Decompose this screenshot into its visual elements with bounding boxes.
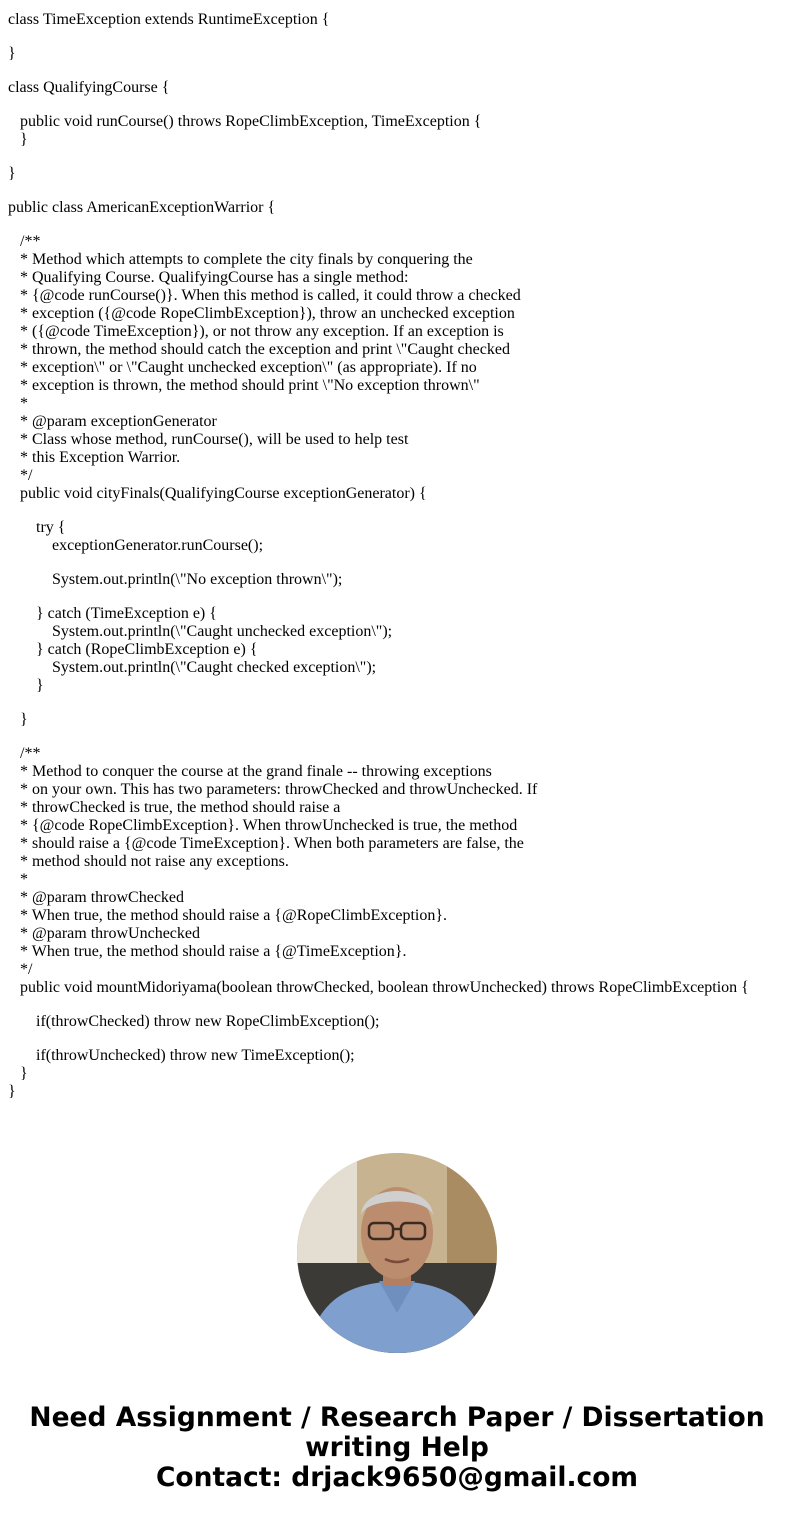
code-line: * on your own. This has two parameters: throwChecked and throwUnchecked. If — [20, 781, 538, 798]
code-line: } — [20, 1065, 28, 1082]
code-blank-line — [8, 149, 788, 165]
author-avatar — [297, 1153, 497, 1353]
code-blank-line — [8, 555, 788, 571]
code-blank-line — [8, 695, 788, 711]
code-line: * throwChecked is true, the method should raise a — [20, 799, 341, 816]
code-line: * Qualifying Course. QualifyingCourse has a single method: — [20, 269, 409, 286]
code-line: * ({@code TimeException}), or not throw any exception. If an exception is — [20, 323, 504, 340]
code-blank-line — [8, 29, 788, 45]
code-blank-line — [8, 729, 788, 745]
code-line: * exception is thrown, the method should print \"No exception thrown\" — [20, 377, 480, 394]
code-line: if(throwChecked) throw new RopeClimbException(); — [36, 1013, 380, 1030]
code-line: /** — [20, 233, 41, 250]
code-line: * When true, the method should raise a {@TimeException}. — [20, 943, 407, 960]
code-line: } catch (TimeException e) { — [36, 605, 217, 622]
code-line: } catch (RopeClimbException e) { — [36, 641, 258, 658]
code-line: class TimeException extends RuntimeException { — [8, 11, 330, 28]
code-line: } — [20, 131, 28, 148]
code-line: * Method which attempts to complete the city finals by conquering the — [20, 251, 473, 268]
code-blank-line — [8, 1031, 788, 1047]
author-photo — [297, 1153, 497, 1353]
code-line: } — [20, 711, 28, 728]
code-line: * Method to conquer the course at the grand finale -- throwing exceptions — [20, 763, 492, 780]
code-blank-line — [8, 63, 788, 79]
code-line: System.out.println(\"Caught checked exception\"); — [52, 659, 377, 676]
code-line: * thrown, the method should catch the exception and print \"Caught checked — [20, 341, 510, 358]
code-line: * @param throwUnchecked — [20, 925, 200, 942]
promo-banner — [0, 1403, 794, 1493]
code-line: * this Exception Warrior. — [20, 449, 181, 466]
code-line: /** — [20, 745, 41, 762]
code-line: * @param throwChecked — [20, 889, 185, 906]
code-line: * exception ({@code RopeClimbException}), throw an unchecked exception — [20, 305, 515, 322]
code-blank-line — [8, 589, 788, 605]
promo-line-2: writing Help — [305, 1432, 489, 1463]
promo-line-1: Need Assignment / Research Paper / Dissertation — [29, 1402, 765, 1433]
code-line: public void mountMidoriyama(boolean throwChecked, boolean throwUnchecked) throws RopeClimbException { — [20, 979, 749, 996]
code-blank-line — [8, 183, 788, 199]
promo-contact: Contact: drjack9650@gmail.com — [155, 1462, 639, 1493]
code-line: public void cityFinals(QualifyingCourse exceptionGenerator) { — [20, 485, 427, 502]
code-line: public void runCourse() throws RopeClimbException, TimeException { — [20, 113, 482, 130]
code-line: * When true, the method should raise a {@RopeClimbException}. — [20, 907, 448, 924]
code-blank-line — [8, 997, 788, 1013]
code-line: * {@code RopeClimbException}. When throwUnchecked is true, the method — [20, 817, 518, 834]
code-line: try { — [36, 519, 66, 536]
code-line: * Class whose method, runCourse(), will be used to help test — [20, 431, 409, 448]
code-line: * {@code runCourse()}. When this method is called, it could throw a checked — [20, 287, 521, 304]
code-line: exceptionGenerator.runCourse(); — [52, 537, 264, 554]
code-line: */ — [20, 961, 33, 978]
code-line: class QualifyingCourse { — [8, 79, 170, 96]
code-blank-line — [8, 217, 788, 233]
code-line: * @param exceptionGenerator — [20, 413, 217, 430]
code-line: System.out.println(\"No exception thrown\"); — [52, 571, 343, 588]
code-line: } — [36, 677, 44, 694]
code-line: public class AmericanExceptionWarrior { — [8, 199, 276, 216]
code-line: * exception\" or \"Caught unchecked exception\" (as appropriate). If no — [20, 359, 477, 376]
code-line: * should raise a {@code TimeException}. When both parameters are false, the — [20, 835, 524, 852]
code-line: } — [8, 1083, 16, 1100]
code-line: * method should not raise any exceptions. — [20, 853, 289, 870]
code-line: } — [8, 45, 16, 62]
code-blank-line — [8, 97, 788, 113]
code-line: * — [20, 871, 28, 888]
code-line: } — [8, 165, 16, 182]
code-blank-line — [8, 503, 788, 519]
code-line: * — [20, 395, 28, 412]
code-line: System.out.println(\"Caught unchecked exception\"); — [52, 623, 393, 640]
code-line: */ — [20, 467, 33, 484]
code-line: if(throwUnchecked) throw new TimeException(); — [36, 1047, 355, 1064]
code-listing — [8, 11, 788, 1101]
